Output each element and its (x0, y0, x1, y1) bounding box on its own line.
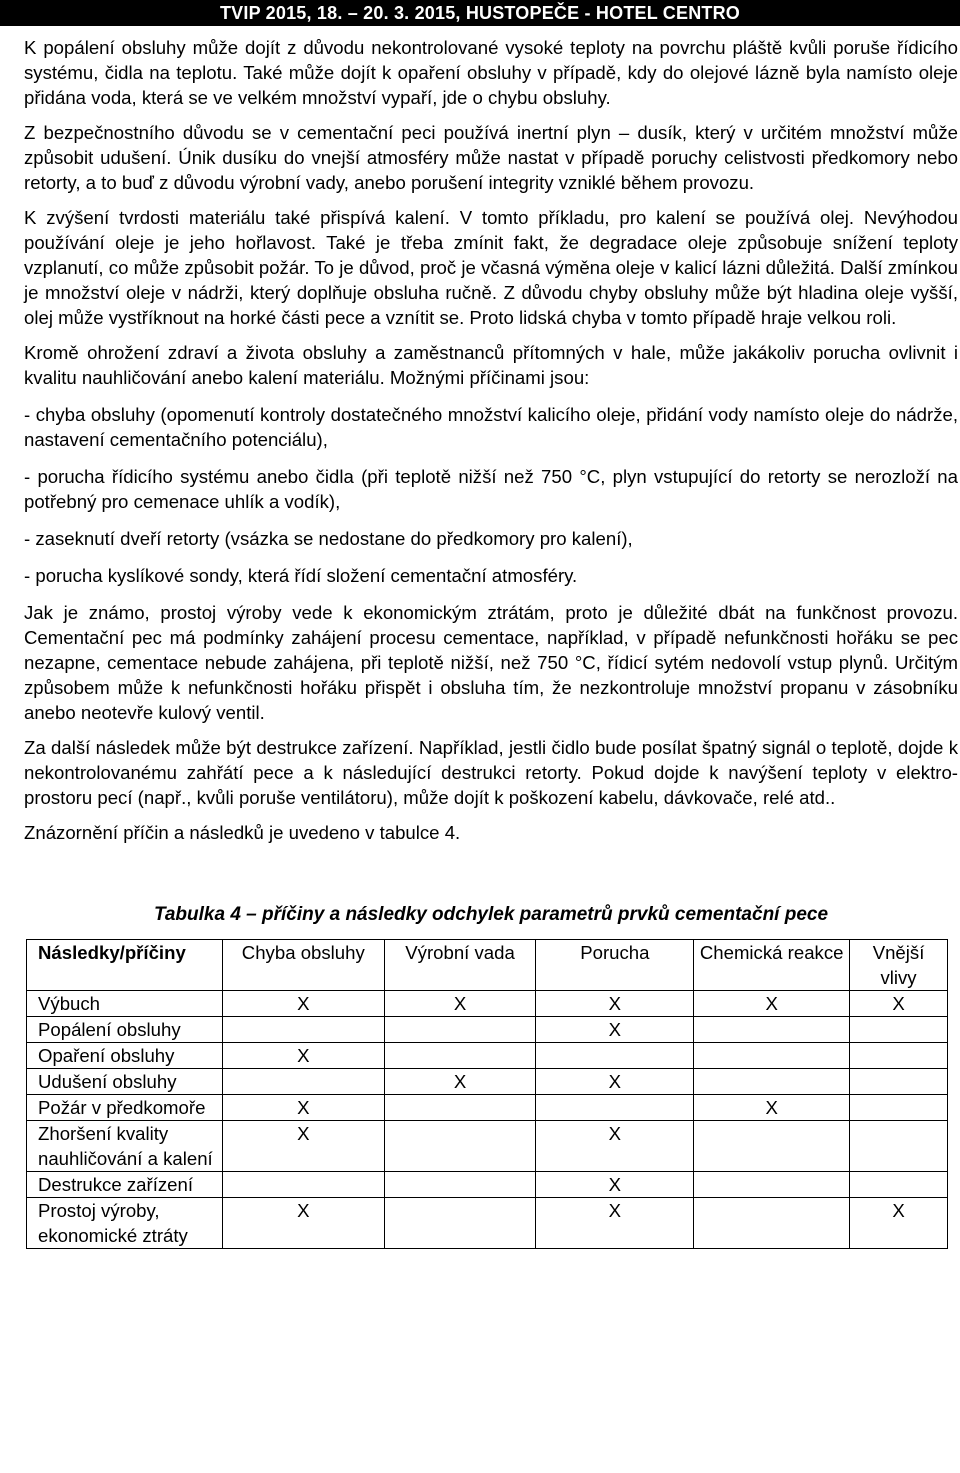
table-cell: X (222, 1043, 384, 1069)
table-cell (694, 1121, 850, 1172)
table-header-row (27, 940, 948, 991)
table-cell (850, 1095, 948, 1121)
row-label: Prostoj výroby, ekonomické ztráty (27, 1198, 223, 1249)
table-cell (384, 1172, 536, 1198)
header-failure: Porucha (536, 940, 694, 991)
table-cell (222, 1069, 384, 1095)
cause-item-operator: - chyba obsluhy (opomenutí kontroly dostatečného množství kalicího oleje, přidání vody namísto oleje do nádrže, nastavení cementačního potenciálu), (24, 404, 958, 450)
table-cell: X (384, 991, 536, 1017)
paragraph-table-reference: Znázornění příčin a následků je uvedeno v tabulce 4. (24, 822, 461, 843)
table-row (27, 1198, 948, 1249)
table-row (27, 1172, 948, 1198)
header-external-influences: Vnější vlivy (850, 940, 948, 991)
header-effects-causes: Následky/příčiny (27, 940, 223, 991)
table-cell (850, 1069, 948, 1095)
table-cell (536, 1095, 694, 1121)
table-row (27, 991, 948, 1017)
table-cell (384, 1043, 536, 1069)
header-chemical-reaction: Chemická reakce (694, 940, 850, 991)
table-cell: X (536, 991, 694, 1017)
table-cell (384, 1017, 536, 1043)
table-cell: X (536, 1069, 694, 1095)
table-cell: X (384, 1069, 536, 1095)
table-row (27, 1121, 948, 1172)
table-cell (694, 1043, 850, 1069)
table-cell (222, 1172, 384, 1198)
table-cell: X (850, 991, 948, 1017)
cause-item-oxygen-probe: - porucha kyslíkové sondy, která řídí složení cementační atmosféry. (24, 565, 578, 586)
paragraph-scalding: K popálení obsluhy může dojít z důvodu nekontrolované vysoké teploty na povrchu pláště kvůli poruše řídicího systému, čidla na teplotu. Také může dojít k opaření obsluhy v případě, kdy do olejové lázně byla namísto oleje přidána voda, která se ve velkém množství vypaří, jde o chybu obsluhy. (24, 37, 958, 108)
table-cell (850, 1172, 948, 1198)
document-body (24, 35, 958, 1249)
table-row (27, 1017, 948, 1043)
table-cell (694, 1172, 850, 1198)
row-label: Udušení obsluhy (27, 1069, 223, 1095)
table-cell (850, 1043, 948, 1069)
table-cell (384, 1121, 536, 1172)
table-cell: X (536, 1198, 694, 1249)
paragraph-destruction: Za další následek může být destrukce zařízení. Například, jestli čidlo bude posílat špatný signál o teplotě, dojde k nekontrolovanému zahřátí pece a k následující destrukci retorty. Pokud dojde k navýšení teploty v elektro-prostoru pecí (např., kvůli poruše ventilátoru), může dojít k poškození kabelu, dávkovače, relé atd.. (24, 737, 958, 808)
row-label: Požár v předkomoře (27, 1095, 223, 1121)
table-caption: Tabulka 4 – příčiny a následky odchylek parametrů prvků cementační pece (153, 904, 829, 925)
cause-item-door: - zaseknutí dveří retorty (vsázka se nedostane do předkomory pro kalení), (24, 528, 633, 549)
row-label: Destrukce zařízení (27, 1172, 223, 1198)
table-cell: X (694, 991, 850, 1017)
table-cell (536, 1043, 694, 1069)
page-header: TVIP 2015, 18. – 20. 3. 2015, HUSTOPEČE - HOTEL CENTRO (0, 0, 960, 26)
paragraph-quenching: K zvýšení tvrdosti materiálu také přispívá kalení. V tomto příkladu, pro kalení se používá olej. Nevýhodou používání oleje je jeho hořlavost. Také je třeba zmínit fakt, že degradace oleje způsobuje snížení teploty vzplanutí, co může způsobit požár. To je důvod, proč je včasná výměna oleje v kalicí lázni důležitá. Další zmínkou je množství oleje v nádrži, který doplňuje obsluha ručně. Z důvodu chyby obsluhy může být hladina oleje vyšší, olej může vystříknout na horké části pece a vznítit se. Proto lidská chyba v tomto případě hraje velkou roli. (24, 207, 958, 328)
table-cell: X (536, 1121, 694, 1172)
table-cell (694, 1198, 850, 1249)
table-cell (694, 1017, 850, 1043)
paragraph-quality: Kromě ohrožení zdraví a života obsluhy a zaměstnanců přítomných v hale, může jakákoliv porucha ovlivnit i kvalitu nauhličování anebo kalení materiálu. Možnými příčinami jsou: (24, 342, 958, 388)
cause-item-control-system: - porucha řídicího systému anebo čidla (při teplotě nižší než 750 °C, plyn vstupující do retorty se nerozloží na potřebný pro cemenace uhlík a vodík), (24, 466, 958, 512)
table-cell: X (850, 1198, 948, 1249)
table-cell (222, 1017, 384, 1043)
row-label: Výbuch (27, 991, 223, 1017)
table-cell: X (536, 1017, 694, 1043)
header-manufacturing-defect: Výrobní vada (384, 940, 536, 991)
table-cell (850, 1017, 948, 1043)
header-operator-error: Chyba obsluhy (222, 940, 384, 991)
causes-effects-table (26, 939, 948, 1249)
table-row (27, 1043, 948, 1069)
table-cell: X (222, 1198, 384, 1249)
table-cell: X (694, 1095, 850, 1121)
row-label: Popálení obsluhy (27, 1017, 223, 1043)
table-cell (384, 1095, 536, 1121)
paragraph-downtime: Jak je známo, prostoj výroby vede k ekonomickým ztrátám, proto je důležité dbát na funkčnost provozu. Cementační pec má podmínky zahájení procesu cementace, například, v případě nefunkčnosti hořáku se pec nezapne, cementace nebude zahájena, při teplotě nižší, než 750 °C, řídicí sytém nedovolí vstup plynů. Určitým způsobem může k nefunkčnosti hořáku přispět i obsluha tím, že nezkontroluje množství propanu v zásobníku anebo neotevře kulový ventil. (24, 602, 958, 723)
table-row (27, 1069, 948, 1095)
table-cell (850, 1121, 948, 1172)
paragraph-nitrogen: Z bezpečnostního důvodu se v cementační peci používá inertní plyn – dusík, který v určitém množství může způsobit udušení. Únik dusíku do vnejší atmosféry může nastat v případě poruchy celistvosti předkomory nebo retorty, a to buď z důvodu výrobní vady, anebo porušení integrity vzniklé během provozu. (24, 122, 958, 193)
table-row (27, 1095, 948, 1121)
row-label: Opaření obsluhy (27, 1043, 223, 1069)
table-cell: X (222, 1121, 384, 1172)
table-cell: X (536, 1172, 694, 1198)
table-cell (384, 1198, 536, 1249)
table-cell: X (222, 1095, 384, 1121)
table-cell (694, 1069, 850, 1095)
row-label: Zhoršení kvality nauhličování a kalení (27, 1121, 223, 1172)
table-cell: X (222, 991, 384, 1017)
